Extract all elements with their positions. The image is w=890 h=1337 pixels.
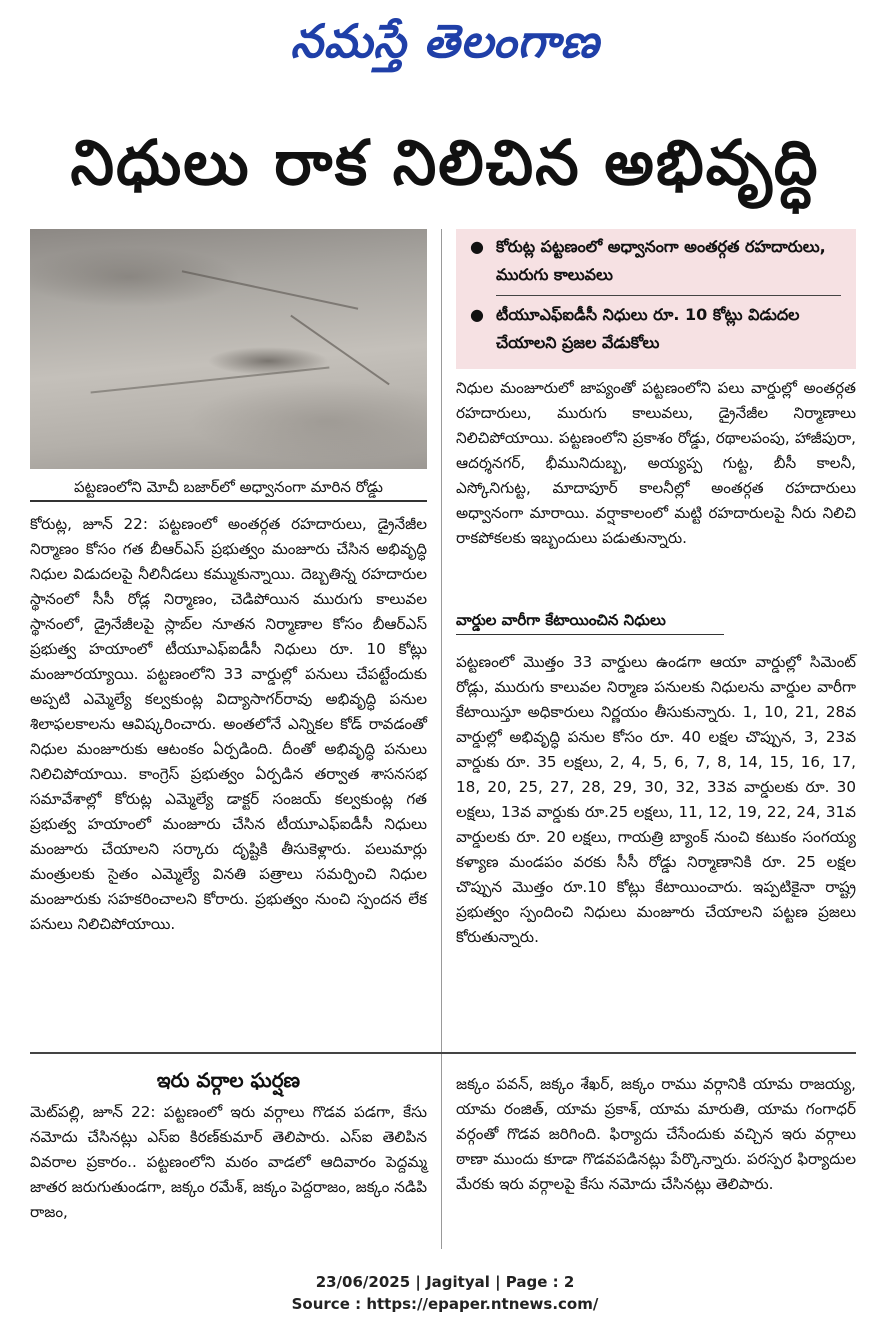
highlight-text: టీయూఎఫ్‌ఐడీసీ నిధులు రూ. 10 కోట్లు విడుదల చేయాలని ప్రజల వేడుకోలు	[496, 305, 800, 352]
article-subheading: వార్డుల వారీగా కేటాయించిన నిధులు	[456, 605, 724, 635]
footer-source-link[interactable]: Source : https://epaper.ntnews.com/	[291, 1295, 599, 1313]
second-article-title: ఇరు వర్గాల ఘర్షణ	[156, 1068, 301, 1092]
bullet-icon: ●	[470, 237, 484, 256]
photo-crack	[182, 270, 358, 309]
column-divider	[441, 229, 442, 1249]
second-article-body-left: మెట్‌పల్లి, జూన్ 22: పట్టణంలో ఇరు వర్గాలు గొడవ పడగా, కేసు నమోదు చేసినట్లు ఎస్‌ఐ కిరణ్‌కుమార్ తెలిపారు. ఎస్‌ఐ తెలిపిన వివరాల ప్రకారం.. పట్టణంలోని మఠం వాడలో ఆదివారం పెద్దమ్మ జాతర జరుగుతుండగా, జక్కం రమేశ్, జక్కం పెద్దరాజం, జక్కం నడిపి రాజం,	[30, 1103, 427, 1221]
photo-crack	[290, 315, 389, 385]
photo-crack	[91, 366, 330, 393]
highlight-item	[470, 233, 840, 289]
article-body-left: కోరుట్ల, జూన్ 22: పట్టణంలో అంతర్గత రహదారులు, డ్రైనేజీల నిర్మాణం కోసం గత బీఆర్‌ఎస్ ప్రభుత్వం మంజూరు చేసిన అభివృద్ధి నిధుల విడుదలపై నీలినీడలు కమ్ముకున్నాయి. దెబ్బతిన్న రహదారుల స్థానంలో సీసీ రోడ్ల నిర్మాణం, చెడిపోయిన మురుగు కాలువల స్థానంలో, డ్రైనేజీలపై స్లాబ్‌ల నూతన నిర్మాణాల కోసం బీఆర్‌ఎస్ ప్రభుత్వ హయాంలో టీయూఎఫ్‌ఐడీసీ నిధులు రూ. 10 కోట్లు మంజూరయ్యాయి. పట్టణంలోని 33 వార్డుల్లో పనులు చేపట్టేందుకు అప్పటి ఎమ్మెల్యే కల్వకుంట్ల విద్యాసాగర్‌రావు అభివృద్ధి పనుల శిలాఫలకాలను ఆవిష్కరించారు. అంతలోనే ఎన్నికల కోడ్ రావడంతో నిధుల మంజూరుకు ఆటంకం ఏర్పడింది. దీంతో అభివృద్ధి పనులు నిలిచిపోయాయి. కాంగ్రెస్ ప్రభుత్వం ఏర్పడిన తర్వాత శాసనసభ సమావేశాల్లో కోరుట్ల ఎమ్మెల్యే డాక్టర్ సంజయ్ కల్వకుంట్ల గత ప్రభుత్వ హయాంలో మంజూరు చేసిన టీయూఎఫ్‌ఐడీసీ నిధులు మంజూరు చేయాలని సర్కారు దృష్టికి తీసుకెళ్లారు. పలుమార్లు మంత్రులకు సైతం ఎమ్మెల్యే వినతి పత్రాలు సమర్పించి నిధుల మంజూరుకు సహకరించాలని కోరారు. ప్రభుత్వం నుంచి స్పందన లేక పనులు నిలిచిపోయాయి.	[30, 515, 427, 933]
road-photo	[30, 229, 427, 469]
highlight-divider	[496, 295, 841, 296]
highlight-text: కోరుట్ల పట్టణంలో అధ్వానంగా అంతర్గత రహదారులు, మురుగు కాలువలు	[496, 237, 826, 284]
photo-caption: పట్టణంలోని మోచీ బజార్‌లో అధ్వానంగా మారిన రోడ్డు	[30, 472, 427, 502]
article-body-right-mid: పట్టణంలో మొత్తం 33 వార్డులు ఉండగా ఆయా వార్డుల్లో సిమెంట్ రోడ్లు, మురుగు కాలువల నిర్మాణ పనులకు నిధులను వార్డుల వారీగా కేటాయిస్తూ అధికారులు నిర్ణయం తీసుకున్నారు. 1, 10, 21, 28వ వార్డుల్లో అభివృద్ధి పనుల కోసం రూ. 40 లక్షల చొప్పున, 3, 23వ వార్డుకు రూ. 35 లక్షలు, 2, 4, 5, 6, 7, 8, 14, 15, 16, 17, 18, 20, 25, 27, 28, 29, 30, 32, 33వ వార్డులకు రూ. 30 లక్షలు, 13వ వార్డుకు రూ.25 లక్షలు, 11, 12, 19, 22, 24, 31వ వార్డులకు రూ. 20 లక్షలు, గాయత్రి బ్యాంక్ నుంచి కటుకం సంగయ్య కళ్యాణ మండపం వరకు సీసీ రోడ్డు నిర్మాణానికి రూ. 25 లక్షల చొప్పున మొత్తం రూ.10 కోట్లు కేటాయించారు. ఇప్పటికైనా రాష్ట్ర ప్రభుత్వం స్పందించి నిధులు మంజూరు చేయాలని పట్టణ ప్రజలు కోరుతున్నారు.	[456, 653, 856, 946]
highlights-box	[456, 229, 856, 369]
bullet-icon: ●	[470, 305, 484, 324]
footer-date-line: 23/06/2025 | Jagityal | Page : 2	[315, 1273, 575, 1291]
newspaper-masthead: నమస్తే తెలంగాణ	[290, 14, 600, 68]
article-body-right-top: నిధుల మంజూరులో జాప్యంతో పట్టణంలోని పలు వార్డుల్లో అంతర్గత రహదారులు, మురుగు కాలువలు, డ్రైనేజీల నిర్మాణాలు నిలిచిపోయాయి. పట్టణంలోని ప్రకాశం రోడ్డు, రథాలపంపు, హాజీపురా, ఆదర్శనగర్, భీమునిదుబ్బ, అయ్యప్ప గుట్ట, బీసీ కాలనీ, ఎస్కోనిగుట్ట, మాదాపూర్ కాలనీల్లో అంతర్గత రహదారులు అధ్వానంగా మారాయి. వర్షాకాలంలో మట్టి రహదారులపై నీరు నిలిచి రాకపోకలకు ఇబ్బందులు పడుతున్నారు.	[456, 379, 856, 547]
section-divider	[30, 1052, 856, 1054]
second-article-body-right: జక్కం పవన్, జక్కం శేఖర్, జక్కం రాము వర్గానికి యామ రాజయ్య, యామ రంజిత్, యామ ప్రకాశ్, యామ మారుతి, యామ గంగాధర్ వర్గంతో గొడవ జరిగింది. ఫిర్యాదు చేసేందుకు వచ్చిన ఇరు వర్గాలు ఠాణా ముందు కూడా గొడవపడినట్లు పేర్కొన్నారు. పరస్పర ఫిర్యాదుల మేరకు ఇరు వర్గాలపై కేసు నమోదు చేసినట్లు తెలిపారు.	[456, 1075, 856, 1193]
article-headline: నిధులు రాక నిలిచిన అభివృద్ధి	[70, 126, 820, 199]
highlight-item	[470, 301, 840, 357]
